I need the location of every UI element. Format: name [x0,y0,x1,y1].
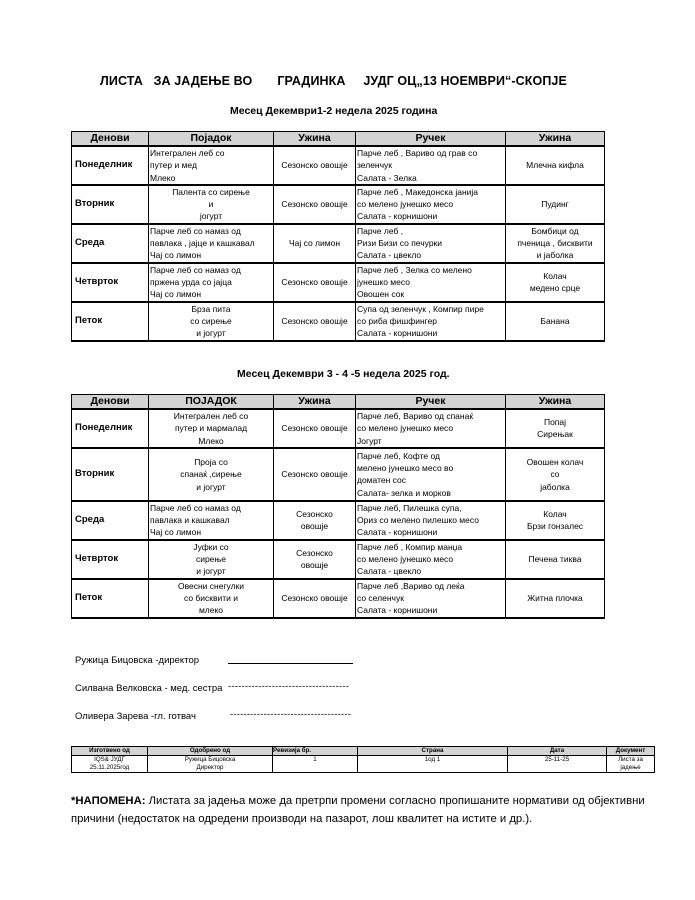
doc-prepared-line: IQS& ЈУДГ [94,756,125,763]
doc-col-prepared: Изготвено од [72,747,148,756]
snack1-cell-line: овошје [300,560,329,571]
breakfast-cell-line: Брза пита [191,303,231,314]
snack1-cell-line: Сезонско овошје [281,469,348,480]
doc-col-approved: Одобрено од [148,747,273,756]
snack2-cell-line: Бомбици од [531,225,579,236]
breakfast-cell-line: млеко [198,605,224,616]
breakfast-cell-line: Овесни снегулки [177,580,245,591]
lunch-cell-line: Салата - корнишони [357,605,438,616]
lunch-cell [356,409,506,448]
lunch-cell [356,302,506,341]
breakfast-cell-line: јогурт [199,211,223,222]
breakfast-cell-line: Чај со лимон [150,527,202,538]
snack2-cell-line: Пудинг [541,199,569,210]
breakfast-cell-line: Проја со [194,456,228,467]
breakfast-cell [149,579,274,618]
table-row [72,185,605,224]
table-row [72,540,605,579]
snack2-cell [506,224,605,263]
snack2-cell-line: Колач [543,509,567,520]
doc-date: 25-11-25 [508,756,607,773]
lunch-cell-line: јунешко месо [357,276,410,287]
lunch-cell [356,146,506,185]
day-cell: Понеделник [72,146,149,185]
breakfast-cell-line: и [208,199,214,210]
snack2-cell-line: Банана [540,315,570,326]
doc-page: 1од 1 [358,756,508,773]
snack2-cell-line: Брзи гонзалес [526,521,584,532]
lunch-cell-line: Салата - корнишони [357,527,438,538]
snack1-cell-line: Сезонско овошје [281,276,348,287]
snack1-cell [274,579,356,618]
snack2-cell-line: јаболка [540,481,570,492]
col-snack2: Ужина [506,132,605,147]
snack2-cell-line: пченица , бисквити [517,238,593,249]
snack1-cell [274,146,356,185]
breakfast-cell-line: Чај со лимон [150,250,202,261]
snack2-cell [506,409,605,448]
table-row [72,263,605,302]
snack1-cell [274,224,356,263]
doc-col-page: Страна [358,747,508,756]
lunch-cell-line: Салата - Зелка [357,172,417,183]
breakfast-cell [149,224,274,263]
table-row [72,579,605,618]
signature-line-director [228,663,353,664]
col-days: Денови [72,132,149,147]
week1-subtitle: Месец Декември1-2 недела 2025 година [230,105,438,117]
snack1-cell-line: Сезонско овошје [281,592,348,603]
table-row [72,224,605,263]
doc-col-date: Дата [508,747,607,756]
signature-line-nurse: ------------------------------------ [228,681,350,692]
breakfast-cell-line: и јогурт [196,481,226,492]
doc-document-line: јадење [620,764,641,771]
lunch-cell-line: Парче леб, Кофте од [357,450,440,461]
breakfast-cell-line: и јогурт [196,566,226,577]
breakfast-cell-line: Млеко [150,172,176,183]
day-cell: Среда [72,224,149,263]
lunch-cell [356,579,506,618]
breakfast-cell [149,302,274,341]
note-label: *НАПОМЕНА: [71,795,146,807]
day-cell: Четврток [72,540,149,579]
doc-col-document: Документ [607,747,655,756]
lunch-cell-line: Салата - цвекло [357,566,422,577]
breakfast-cell-line: сирење [195,554,227,565]
snack2-cell-line: Млечна кифла [526,160,584,171]
col-snack1: Ужина [274,132,356,147]
breakfast-cell-line: павлака и кашкавал [150,515,230,526]
signature-line-chef: ------------------------------------ [230,709,352,720]
breakfast-cell-line: и јогурт [196,328,226,339]
lunch-cell-line: со мелено јунешко месо [357,554,454,565]
lunch-cell [356,448,506,501]
breakfast-cell-line: спанаќ ,сирење [180,469,242,480]
day-cell: Вторник [72,448,149,501]
day-cell: Понеделник [72,409,149,448]
doc-col-revision: Ревизија бр. [273,747,358,756]
lunch-cell [356,185,506,224]
lunch-cell [356,224,506,263]
lunch-cell-line: Супа од зеленчук , Компир пире [357,303,484,314]
lunch-cell-line: Ориз со мелено пилешко месо [357,515,479,526]
lunch-cell-line: Ризи Бизи со печурки [357,238,443,249]
note-text: Листата за јадења може да претрпи промени согласно пропишаните нормативи од објективни причини (недостаток на одредени производи на пазарот, лош квалитет на истите и др.). [71,795,645,825]
week1-body [72,146,605,341]
snack2-cell [506,185,605,224]
lunch-cell-line: Салата - корнишони [357,328,438,339]
day-cell: Четврток [72,263,149,302]
breakfast-cell [149,409,274,448]
breakfast-cell [149,263,274,302]
snack2-cell [506,302,605,341]
doc-header-row [72,747,655,756]
lunch-cell-line: Салата- зелка и морков [357,487,451,498]
week2-menu-table [71,394,605,619]
breakfast-cell-line: Интегрален леб со [173,411,249,421]
table-row [72,501,605,540]
lunch-cell-line: зеленчук [357,160,393,171]
snack1-cell-line: Сезонско овошје [281,315,348,326]
snack1-cell [274,501,356,540]
lunch-cell-line: Парче леб , Компир манџа [357,541,463,552]
doc-prepared-by [72,756,148,773]
col-snack1: Ужина [274,395,356,410]
snack2-cell [506,146,605,185]
lunch-cell-line: Јогурт [357,435,382,446]
week2-body [72,409,605,618]
breakfast-cell-line: Интегрален леб со [150,148,225,158]
snack2-cell [506,448,605,501]
lunch-cell-line: Парче леб, Вариво од спанаќ [357,411,474,421]
breakfast-cell-line: пржена урда со јајца [150,276,232,287]
snack1-cell-line: Чај со лимон [288,238,341,249]
doc-prepared-line: 25.11.2025год [89,764,130,771]
snack1-cell-line: Сезонско овошје [281,160,348,171]
lunch-cell [356,540,506,579]
lunch-cell-line: со мелено јунешко месо [357,199,454,210]
week1-header-row [72,132,605,147]
signature-nurse: Силвана Велковска - мед. сестра [75,683,223,694]
doc-value-row [72,756,655,773]
col-breakfast: Појадок [149,132,274,147]
snack1-cell [274,409,356,448]
breakfast-cell [149,146,274,185]
table-row [72,146,605,185]
snack1-cell [274,302,356,341]
snack2-cell-line: Печена тиква [528,554,582,565]
lunch-cell-line: Овошен сок [357,289,405,300]
snack1-cell-line: Сезонско [296,547,333,558]
snack1-cell [274,540,356,579]
breakfast-cell-line: павлака , јајце и кашкавал [150,238,255,249]
lunch-cell-line: мелено јунешко месо во [357,463,454,474]
doc-approved-by [148,756,273,773]
table-row [72,448,605,501]
lunch-cell [356,263,506,302]
snack1-cell-line: Сезонско [296,509,333,520]
lunch-cell-line: Парче леб , Вариво од грав со [357,148,478,158]
lunch-cell-line: со мелено јунешко месо [357,423,454,434]
signature-director: Ружица Бицовска -директор [75,655,200,666]
breakfast-cell-line: Парче леб со намаз од [150,264,241,275]
doc-document [607,756,655,773]
lunch-cell-line: Парче леб, Пилешка супа, [357,502,462,513]
breakfast-cell-line: путер и мармалад [174,423,248,434]
snack1-cell [274,448,356,501]
doc-approved-line: Директор [196,764,224,771]
snack2-cell [506,263,605,302]
breakfast-cell [149,185,274,224]
day-cell: Петок [72,579,149,618]
lunch-cell-line: Парче леб , Македонска јанија [357,186,478,197]
doc-document-line: Листа за [618,756,643,763]
snack1-cell [274,185,356,224]
breakfast-cell-line: Чај со лимон [150,289,202,300]
breakfast-cell-line: Палента со сирење [172,186,250,197]
week2-subtitle: Месец Декември 3 - 4 -5 недела 2025 год. [237,368,450,380]
page-title: ЛИСТА ЗА ЈАДЕЊЕ ВО ГРАДИНКА ЈУДГ ОЦ„13 НОЕМВРИ“-СКОПЈЕ [100,74,567,88]
breakfast-cell-line: Парче леб со намаз од [150,225,241,236]
lunch-cell-line: со селенчук [357,592,404,603]
snack2-cell-line: Житна плочка [527,592,583,603]
snack2-cell-line: Овошен колач [526,456,584,467]
snack2-cell-line: Колач [543,270,567,281]
lunch-cell-line: Салата - корнишони [357,211,438,222]
week1-menu-table [71,131,605,342]
doc-revision: 1 [273,756,358,773]
doc-approved-line: Ружица Бицовска [184,756,236,763]
signature-chef: Оливера Зарева -гл. готвач [75,711,196,722]
note [71,792,661,828]
breakfast-cell-line: Парче леб со намаз од [150,502,241,513]
snack2-cell-line: Попај [543,417,567,428]
snack2-cell [506,501,605,540]
breakfast-cell-line: со бисквити и [183,592,239,603]
lunch-cell-line: со риба фишфингер [357,315,438,326]
breakfast-cell [149,540,274,579]
table-row [72,302,605,341]
snack2-cell [506,579,605,618]
lunch-cell-line: доматен сос [357,475,406,486]
col-lunch: Ручек [356,395,506,410]
snack2-cell-line: со [550,469,560,480]
day-cell: Петок [72,302,149,341]
day-cell: Среда [72,501,149,540]
snack1-cell-line: овошје [300,521,329,532]
breakfast-cell-line: Млеко [198,435,224,446]
breakfast-cell [149,448,274,501]
lunch-cell-line: Парче леб ,Вариво од леќа [357,580,465,591]
table-row [72,409,605,448]
document-control-table [71,746,655,773]
lunch-cell-line: Парче леб , [357,225,404,236]
day-cell: Вторник [72,185,149,224]
snack2-cell-line: Сирењак [537,429,573,440]
snack2-cell [506,540,605,579]
col-lunch: Ручек [356,132,506,147]
snack2-cell-line: и јаболка [536,250,574,261]
snack1-cell [274,263,356,302]
lunch-cell-line: Парче леб , Зелка со мелено [357,264,472,275]
breakfast-cell-line: со сирење [190,315,232,326]
lunch-cell-line: Салата - цвекло [357,250,422,261]
col-breakfast: ПОЈАДОК [149,395,274,410]
week2-header-row [72,395,605,410]
snack1-cell-line: Сезонско овошје [281,423,348,434]
col-snack2: Ужина [506,395,605,410]
breakfast-cell [149,501,274,540]
lunch-cell [356,501,506,540]
col-days: Денови [72,395,149,410]
snack1-cell-line: Сезонско овошје [281,199,348,210]
breakfast-cell-line: путер и мед [150,160,197,171]
snack2-cell-line: медено срце [529,283,581,294]
breakfast-cell-line: Јуфки со [193,541,229,552]
